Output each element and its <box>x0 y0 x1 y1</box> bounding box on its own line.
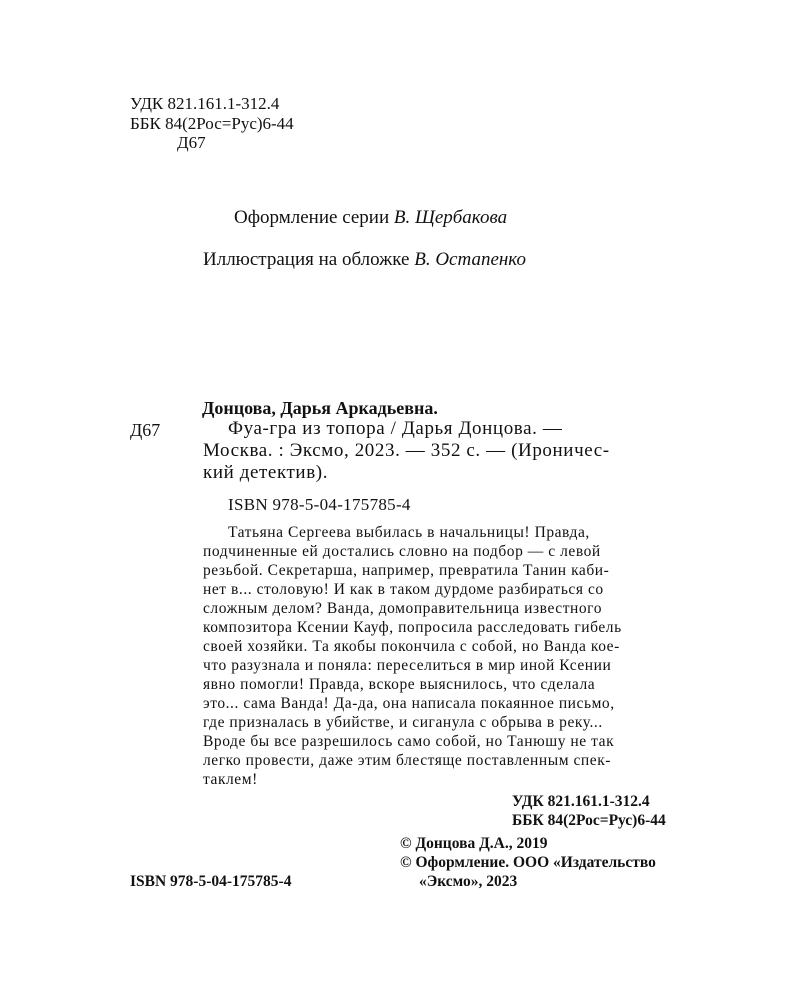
annotation-line: где призналась в убийстве, и сиганула с обрыва в реку... <box>203 714 603 731</box>
annotation-line: нет в... столовую! И как в таком дурдоме разбираться со <box>203 581 604 598</box>
annotation-line: это... сама Ванда! Да-да, она написала покаянное письмо, <box>203 695 615 712</box>
author-mark-top: Д67 <box>177 133 206 152</box>
copyright-author: © Донцова Д.А., 2019 <box>400 835 548 852</box>
annotation-line: подчиненные ей достались словно на подбор — с левой <box>203 543 601 560</box>
annotation-line: Татьяна Сергеева выбилась в начальницы! Правда, <box>228 524 590 541</box>
annotation-line: сложным делом? Ванда, домоправительница известного <box>203 600 602 617</box>
record-line-2: Москва. : Эксмо, 2023. — 352 с. — (Ироничес- <box>203 440 610 461</box>
annotation-line: легко провести, даже этим блестяще поставленным спек- <box>203 752 611 769</box>
cover-illustration-credit <box>203 249 526 271</box>
series-design-label: Оформление серии <box>234 207 390 228</box>
annotation-line: таклем! <box>203 771 258 788</box>
series-design-credit <box>234 207 507 229</box>
bbk-code-bottom: ББК 84(2Рос=Рус)6-44 <box>512 812 666 829</box>
annotation-line: что разузнала и поняла: переселиться в мир иной Ксении <box>203 657 612 674</box>
annotation-line: своей хозяйки. Та якобы покончила с собой, но Ванда кое- <box>203 638 620 655</box>
record-line-3: кий детектив). <box>203 462 329 483</box>
cover-illustration-label: Иллюстрация на обложке <box>203 249 410 270</box>
isbn-record: ISBN 978-5-04-175785-4 <box>228 495 411 514</box>
copyright-design-line1: © Оформление. ООО «Издательство <box>400 854 656 871</box>
udk-code-top: УДК 821.161.1-312.4 <box>130 94 280 113</box>
bbk-code-top: ББК 84(2Рос=Рус)6-44 <box>130 114 294 133</box>
record-line-1: Фуа-гра из топора / Дарья Донцова. — <box>228 418 563 439</box>
author-heading: Донцова, Дарья Аркадьевна. <box>202 398 438 418</box>
annotation-line: явно помогли! Правда, вскоре выяснилось, что сделала <box>203 676 596 693</box>
udk-code-bottom: УДК 821.161.1-312.4 <box>512 793 650 810</box>
annotation-line: резьбой. Секретарша, например, превратила Танин каби- <box>203 562 610 579</box>
annotation-line: композитора Ксении Кауф, попросила расследовать гибель <box>203 619 622 636</box>
annotation-line: Вроде бы все разрешилось само собой, но Танюшу не так <box>203 733 615 750</box>
series-design-name: В. Щербакова <box>393 207 508 228</box>
isbn-footer: ISBN 978-5-04-175785-4 <box>130 873 292 890</box>
author-mark-record: Д67 <box>130 420 161 440</box>
cover-illustration-name: В. Остапенко <box>414 249 526 270</box>
copyright-design-line2: «Эксмо», 2023 <box>419 873 518 890</box>
